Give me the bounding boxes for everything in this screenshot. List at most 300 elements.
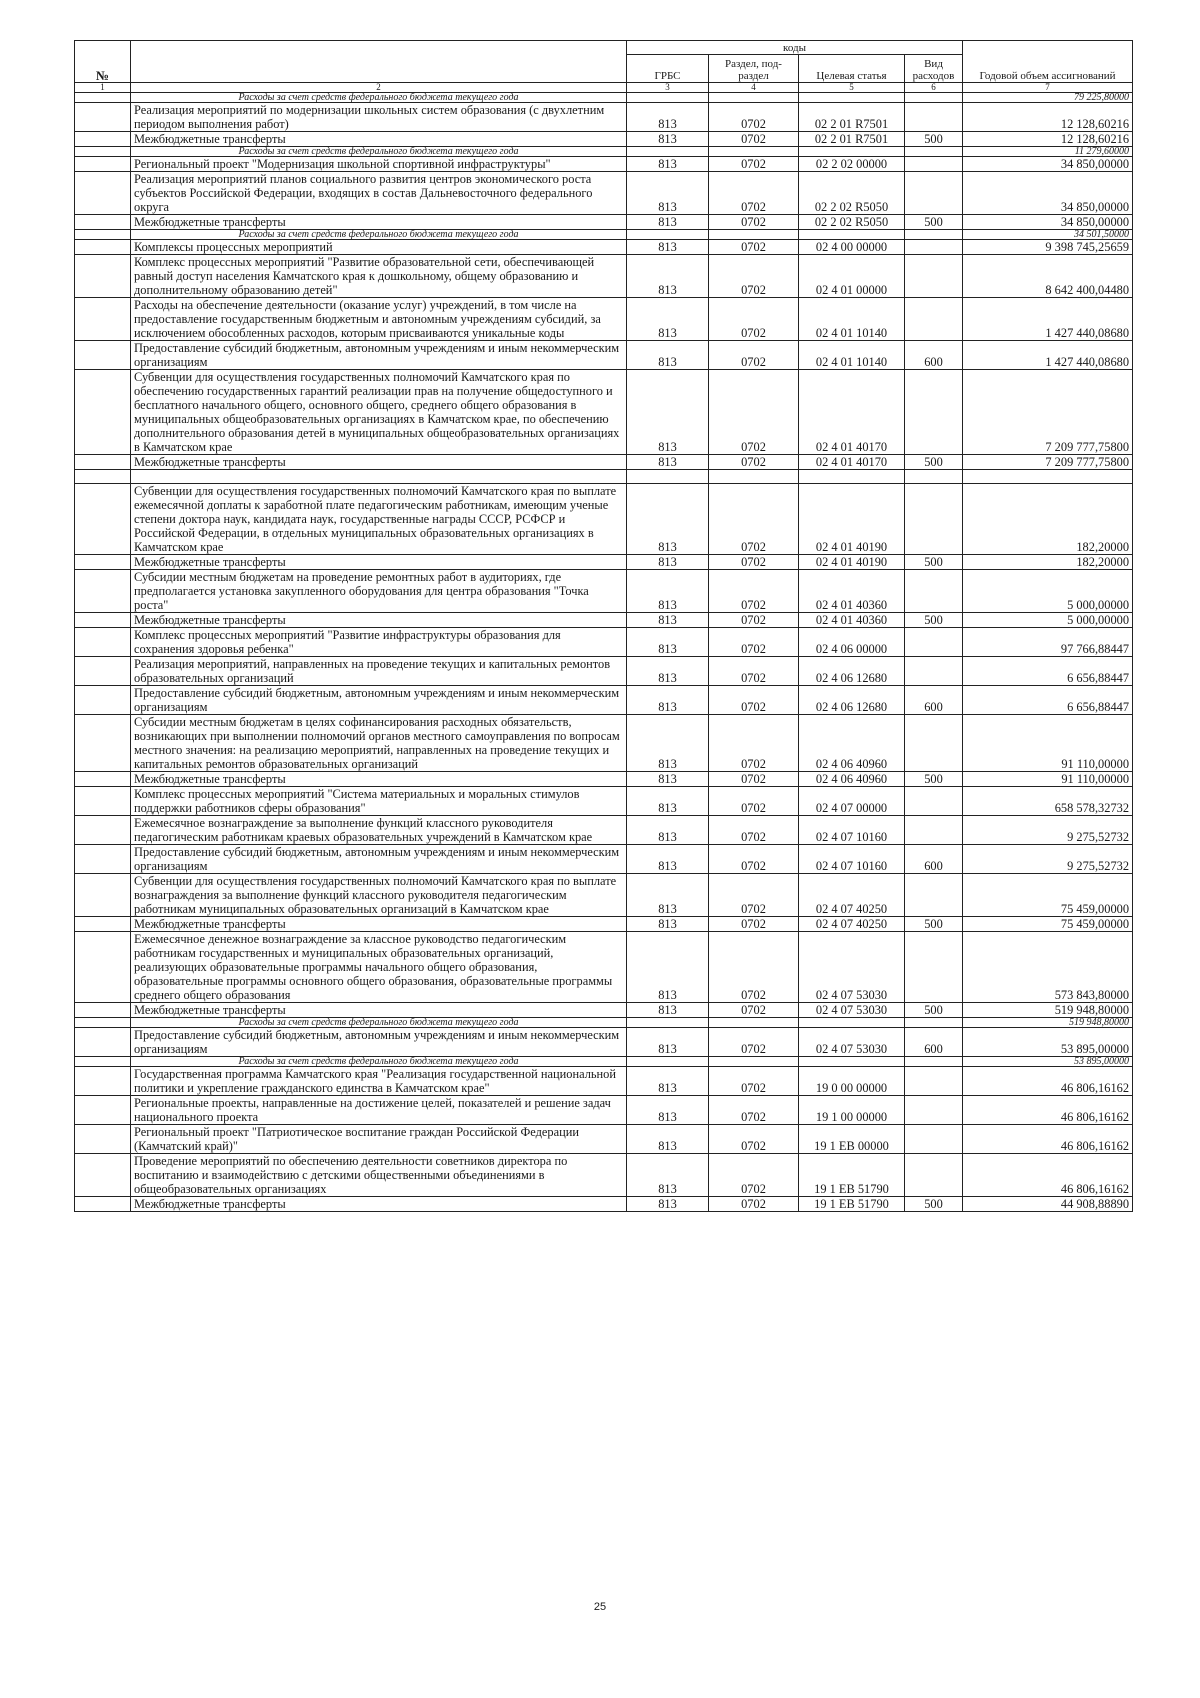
column-number: 3 <box>627 83 709 93</box>
amount-cell: 8 642 400,04480 <box>963 255 1133 298</box>
section-cell: 0702 <box>709 772 799 787</box>
amount-cell: 46 806,16162 <box>963 1096 1133 1125</box>
amount-cell: 182,20000 <box>963 484 1133 555</box>
grbs-cell: 813 <box>627 1197 709 1212</box>
kind-cell <box>905 484 963 555</box>
kind-cell <box>905 628 963 657</box>
grbs-cell: 813 <box>627 1067 709 1096</box>
target-cell: 02 4 01 40360 <box>799 613 905 628</box>
target-cell: 02 4 07 00000 <box>799 787 905 816</box>
section-cell: 0702 <box>709 1067 799 1096</box>
row-number-cell <box>75 132 131 147</box>
name-cell: Межбюджетные трансферты <box>131 1003 627 1018</box>
amount-cell: 519 948,80000 <box>963 1003 1133 1018</box>
row-number-cell <box>75 240 131 255</box>
target-cell: 02 4 07 40250 <box>799 874 905 917</box>
section-cell: 0702 <box>709 341 799 370</box>
amount-cell: 573 843,80000 <box>963 932 1133 1003</box>
column-number: 2 <box>131 83 627 93</box>
table-row <box>75 570 1133 613</box>
name-cell: Комплекс процессных мероприятий "Система материальных и моральных стимулов поддержки работников сферы образования" <box>131 787 627 816</box>
kind-cell <box>905 570 963 613</box>
target-cell: 02 2 02 00000 <box>799 157 905 172</box>
target-cell: 02 4 01 40190 <box>799 484 905 555</box>
section-cell: 0702 <box>709 484 799 555</box>
row-number-cell <box>75 370 131 455</box>
target-cell: 02 4 01 40170 <box>799 455 905 470</box>
grbs-cell: 813 <box>627 132 709 147</box>
section-cell: 0702 <box>709 370 799 455</box>
funding-note-text: Расходы за счет средств федерального бюджета текущего года <box>131 93 627 103</box>
section-cell: 0702 <box>709 132 799 147</box>
table-row <box>75 613 1133 628</box>
kind-cell: 600 <box>905 341 963 370</box>
section-cell: 0702 <box>709 103 799 132</box>
row-number-cell <box>75 255 131 298</box>
section-cell: 0702 <box>709 255 799 298</box>
table-row <box>75 255 1133 298</box>
target-cell: 02 4 07 53030 <box>799 1003 905 1018</box>
kind-cell <box>905 816 963 845</box>
amount-cell: 1 427 440,08680 <box>963 298 1133 341</box>
amount-cell: 7 209 777,75800 <box>963 455 1133 470</box>
row-number-cell <box>75 215 131 230</box>
target-cell: 02 4 07 53030 <box>799 1028 905 1057</box>
section-cell: 0702 <box>709 613 799 628</box>
amount-cell: 6 656,88447 <box>963 686 1133 715</box>
amount-cell: 9 275,52732 <box>963 816 1133 845</box>
target-cell: 19 1 ЕВ 00000 <box>799 1125 905 1154</box>
target-cell: 02 2 01 R7501 <box>799 103 905 132</box>
header-kind: Вид расходов <box>905 55 963 83</box>
grbs-cell: 813 <box>627 555 709 570</box>
header-section: Раздел, под-раздел <box>709 55 799 83</box>
header-codes: коды <box>627 41 963 55</box>
kind-cell <box>905 1125 963 1154</box>
kind-cell: 500 <box>905 215 963 230</box>
grbs-cell: 813 <box>627 484 709 555</box>
kind-cell <box>905 255 963 298</box>
name-cell: Комплекс процессных мероприятий "Развитие образовательной сети, обеспечивающей равный доступ населения Камчатского края к дошкольному, общему образованию и дополнительному образованию детей" <box>131 255 627 298</box>
amount-cell: 44 908,88890 <box>963 1197 1133 1212</box>
target-cell: 02 2 01 R7501 <box>799 132 905 147</box>
kind-cell: 600 <box>905 845 963 874</box>
target-cell: 02 4 07 53030 <box>799 932 905 1003</box>
table-row <box>75 103 1133 132</box>
spacer-cell <box>963 470 1133 484</box>
row-number-cell <box>75 147 131 157</box>
empty-cell <box>627 93 709 103</box>
target-cell: 02 4 01 10140 <box>799 341 905 370</box>
funding-note-text: Расходы за счет средств федерального бюджета текущего года <box>131 1057 627 1067</box>
section-cell: 0702 <box>709 455 799 470</box>
amount-cell: 5 000,00000 <box>963 570 1133 613</box>
name-cell: Предоставление субсидий бюджетным, автономным учреждениям и иным некоммерческим организациям <box>131 1028 627 1057</box>
empty-cell <box>799 93 905 103</box>
kind-cell: 500 <box>905 1197 963 1212</box>
table-row <box>75 1067 1133 1096</box>
table-row <box>75 932 1133 1003</box>
table-row <box>75 657 1133 686</box>
section-cell: 0702 <box>709 715 799 772</box>
table-row <box>75 172 1133 215</box>
table-row <box>75 917 1133 932</box>
funding-note-text: Расходы за счет средств федерального бюджета текущего года <box>131 147 627 157</box>
grbs-cell: 813 <box>627 772 709 787</box>
empty-cell <box>905 1018 963 1028</box>
row-number-cell <box>75 555 131 570</box>
row-number-cell <box>75 1003 131 1018</box>
budget-table <box>74 40 1133 1212</box>
funding-note-row <box>75 147 1133 157</box>
row-number-cell <box>75 455 131 470</box>
row-number-cell <box>75 628 131 657</box>
grbs-cell: 813 <box>627 657 709 686</box>
section-cell: 0702 <box>709 917 799 932</box>
grbs-cell: 813 <box>627 172 709 215</box>
row-number-cell <box>75 1096 131 1125</box>
name-cell: Государственная программа Камчатского края "Реализация государственной национальной политики и укрепление гражданского единства в Камчатском крае" <box>131 1067 627 1096</box>
empty-cell <box>709 230 799 240</box>
empty-cell <box>799 1018 905 1028</box>
amount-cell: 12 128,60216 <box>963 103 1133 132</box>
kind-cell <box>905 240 963 255</box>
table-row <box>75 715 1133 772</box>
amount-cell: 9 275,52732 <box>963 845 1133 874</box>
row-number-cell <box>75 484 131 555</box>
grbs-cell: 813 <box>627 455 709 470</box>
target-cell: 02 4 01 40190 <box>799 555 905 570</box>
grbs-cell: 813 <box>627 1154 709 1197</box>
amount-cell: 75 459,00000 <box>963 874 1133 917</box>
kind-cell <box>905 298 963 341</box>
name-cell: Реализация мероприятий планов социального развития центров экономического роста субъектов Российской Федерации, входящих в состав Дальневосточного федерального округа <box>131 172 627 215</box>
kind-cell <box>905 1096 963 1125</box>
kind-cell <box>905 787 963 816</box>
funding-note-amount: 34 501,50000 <box>963 230 1133 240</box>
section-cell: 0702 <box>709 787 799 816</box>
target-cell: 02 4 06 40960 <box>799 772 905 787</box>
table-row <box>75 455 1133 470</box>
row-number-cell <box>75 570 131 613</box>
column-number: 6 <box>905 83 963 93</box>
empty-cell <box>709 147 799 157</box>
row-number-cell <box>75 787 131 816</box>
spacer-cell <box>709 470 799 484</box>
section-cell: 0702 <box>709 298 799 341</box>
spacer-cell <box>75 470 131 484</box>
section-cell: 0702 <box>709 555 799 570</box>
column-number: 4 <box>709 83 799 93</box>
section-cell: 0702 <box>709 932 799 1003</box>
row-number-cell <box>75 341 131 370</box>
table-row <box>75 1197 1133 1212</box>
name-cell: Межбюджетные трансферты <box>131 772 627 787</box>
empty-cell <box>709 1057 799 1067</box>
kind-cell: 500 <box>905 917 963 932</box>
spacer-row <box>75 470 1133 484</box>
empty-cell <box>905 1057 963 1067</box>
row-number-cell <box>75 772 131 787</box>
row-number-cell <box>75 1125 131 1154</box>
amount-cell: 658 578,32732 <box>963 787 1133 816</box>
grbs-cell: 813 <box>627 370 709 455</box>
grbs-cell: 813 <box>627 715 709 772</box>
funding-note-amount: 79 225,80000 <box>963 93 1133 103</box>
grbs-cell: 813 <box>627 298 709 341</box>
amount-cell: 182,20000 <box>963 555 1133 570</box>
empty-cell <box>905 147 963 157</box>
header-number: № <box>75 41 131 83</box>
table-row <box>75 845 1133 874</box>
kind-cell <box>905 657 963 686</box>
funding-note-row <box>75 93 1133 103</box>
empty-cell <box>627 147 709 157</box>
grbs-cell: 813 <box>627 845 709 874</box>
target-cell: 02 4 07 40250 <box>799 917 905 932</box>
row-number-cell <box>75 657 131 686</box>
table-row <box>75 1028 1133 1057</box>
row-number-cell <box>75 686 131 715</box>
section-cell: 0702 <box>709 172 799 215</box>
amount-cell: 7 209 777,75800 <box>963 370 1133 455</box>
amount-cell: 91 110,00000 <box>963 772 1133 787</box>
kind-cell <box>905 715 963 772</box>
kind-cell: 500 <box>905 772 963 787</box>
target-cell: 02 4 01 00000 <box>799 255 905 298</box>
amount-cell: 34 850,00000 <box>963 157 1133 172</box>
row-number-cell <box>75 816 131 845</box>
empty-cell <box>627 1057 709 1067</box>
kind-cell: 500 <box>905 555 963 570</box>
name-cell: Межбюджетные трансферты <box>131 555 627 570</box>
name-cell: Межбюджетные трансферты <box>131 613 627 628</box>
name-cell: Региональный проект "Патриотическое воспитание граждан Российской Федерации (Камчатский край)" <box>131 1125 627 1154</box>
name-cell: Предоставление субсидий бюджетным, автономным учреждениям и иным некоммерческим организациям <box>131 341 627 370</box>
target-cell: 02 4 01 40170 <box>799 370 905 455</box>
grbs-cell: 813 <box>627 932 709 1003</box>
name-cell: Субсидии местным бюджетам на проведение ремонтных работ в аудиториях, где предполагается установка закупленного оборудования для центра образования "Точка роста" <box>131 570 627 613</box>
row-number-cell <box>75 1067 131 1096</box>
grbs-cell: 813 <box>627 628 709 657</box>
column-number: 5 <box>799 83 905 93</box>
table-row <box>75 240 1133 255</box>
kind-cell <box>905 157 963 172</box>
table-row <box>75 132 1133 147</box>
row-number-cell <box>75 1197 131 1212</box>
amount-cell: 1 427 440,08680 <box>963 341 1133 370</box>
target-cell: 02 4 07 10160 <box>799 816 905 845</box>
grbs-cell: 813 <box>627 1125 709 1154</box>
grbs-cell: 813 <box>627 215 709 230</box>
empty-cell <box>627 1018 709 1028</box>
name-cell: Региональные проекты, направленные на достижение целей, показателей и решение задач национального проекта <box>131 1096 627 1125</box>
amount-cell: 6 656,88447 <box>963 657 1133 686</box>
funding-note-text: Расходы за счет средств федерального бюджета текущего года <box>131 230 627 240</box>
name-cell: Межбюджетные трансферты <box>131 917 627 932</box>
name-cell: Расходы на обеспечение деятельности (оказание услуг) учреждений, в том числе на предоставление государственным бюджетным и автономным учреждениям субсидий, за исключением обособленных расходов, которым присваиваются уникальные коды <box>131 298 627 341</box>
row-number-cell <box>75 1018 131 1028</box>
target-cell: 02 2 02 R5050 <box>799 215 905 230</box>
name-cell: Субвенции для осуществления государственных полномочий Камчатского края по выплате вознаграждения за выполнение функций классного руководителя педагогическим работникам муниципальных образовательных организаций в Камчатском крае <box>131 874 627 917</box>
grbs-cell: 813 <box>627 1028 709 1057</box>
table-row <box>75 1154 1133 1197</box>
section-cell: 0702 <box>709 1028 799 1057</box>
name-cell: Субвенции для осуществления государственных полномочий Камчатского края по обеспечению государственных гарантий реализации прав на получение общедоступного и бесплатного начального общего, основного общего, среднего общего образования в муниципальных общеобразовательных организациях в Камчатском крае, по обеспечению дополнительного образования детей в муниципальных общеобразовательных организациях в Камчатском крае <box>131 370 627 455</box>
amount-cell: 34 850,00000 <box>963 172 1133 215</box>
name-cell: Комплекс процессных мероприятий "Развитие инфраструктуры образования для сохранения здоровья ребенка" <box>131 628 627 657</box>
table-row <box>75 215 1133 230</box>
target-cell: 19 1 ЕВ 51790 <box>799 1197 905 1212</box>
funding-note-amount: 11 279,60000 <box>963 147 1133 157</box>
section-cell: 0702 <box>709 215 799 230</box>
table-row <box>75 628 1133 657</box>
section-cell: 0702 <box>709 157 799 172</box>
amount-cell: 46 806,16162 <box>963 1125 1133 1154</box>
grbs-cell: 813 <box>627 255 709 298</box>
target-cell: 02 4 06 12680 <box>799 686 905 715</box>
target-cell: 02 4 00 00000 <box>799 240 905 255</box>
grbs-cell: 813 <box>627 1096 709 1125</box>
row-number-cell <box>75 93 131 103</box>
table-row <box>75 772 1133 787</box>
kind-cell <box>905 103 963 132</box>
header-grbs: ГРБС <box>627 55 709 83</box>
row-number-cell <box>75 715 131 772</box>
row-number-cell <box>75 917 131 932</box>
section-cell: 0702 <box>709 1125 799 1154</box>
column-numbers-row <box>75 83 1133 93</box>
kind-cell <box>905 172 963 215</box>
row-number-cell <box>75 1057 131 1067</box>
row-number-cell <box>75 613 131 628</box>
funding-note-text: Расходы за счет средств федерального бюджета текущего года <box>131 1018 627 1028</box>
kind-cell: 500 <box>905 613 963 628</box>
target-cell: 02 4 06 12680 <box>799 657 905 686</box>
section-cell: 0702 <box>709 816 799 845</box>
amount-cell: 53 895,00000 <box>963 1028 1133 1057</box>
row-number-cell <box>75 103 131 132</box>
name-cell: Ежемесячное вознаграждение за выполнение функций классного руководителя педагогическим работникам краевых образовательных учреждений в Камчатском крае <box>131 816 627 845</box>
empty-cell <box>709 1018 799 1028</box>
empty-cell <box>905 230 963 240</box>
name-cell: Субвенции для осуществления государственных полномочий Камчатского края по выплате ежемесячной доплаты к заработной плате педагогическим работникам, имеющим ученые степени доктора наук, кандидата наук, государственные награды СССР, РСФСР и Российской Федерации, в отдельных муниципальных образовательных организациях в Камчатском крае <box>131 484 627 555</box>
grbs-cell: 813 <box>627 874 709 917</box>
grbs-cell: 813 <box>627 787 709 816</box>
name-cell: Региональный проект "Модернизация школьной спортивной инфраструктуры" <box>131 157 627 172</box>
section-cell: 0702 <box>709 657 799 686</box>
table-row <box>75 341 1133 370</box>
table-body <box>75 93 1133 1212</box>
table-row <box>75 484 1133 555</box>
grbs-cell: 813 <box>627 917 709 932</box>
target-cell: 02 4 07 10160 <box>799 845 905 874</box>
amount-cell: 34 850,00000 <box>963 215 1133 230</box>
column-number: 1 <box>75 83 131 93</box>
amount-cell: 12 128,60216 <box>963 132 1133 147</box>
table-row <box>75 1003 1133 1018</box>
grbs-cell: 813 <box>627 686 709 715</box>
spacer-cell <box>905 470 963 484</box>
table-row <box>75 686 1133 715</box>
kind-cell: 500 <box>905 455 963 470</box>
name-cell: Субсидии местным бюджетам в целях софинансирования расходных обязательств, возникающих при выполнении полномочий органов местного самоуправления по вопросам местного значения: на реализацию мероприятий, направленных на проведение текущих и капитальных ремонтов образовательных организаций <box>131 715 627 772</box>
header-name <box>131 41 627 83</box>
section-cell: 0702 <box>709 1197 799 1212</box>
section-cell: 0702 <box>709 240 799 255</box>
name-cell: Межбюджетные трансферты <box>131 132 627 147</box>
header-target: Целевая статья <box>799 55 905 83</box>
kind-cell <box>905 370 963 455</box>
name-cell: Ежемесячное денежное вознаграждение за классное руководство педагогическим работникам государственных и муниципальных образовательных организаций, реализующих образовательные программы начального общего образования, образовательные программы основного общего образования, образовательные программы среднего общего образования <box>131 932 627 1003</box>
row-number-cell <box>75 172 131 215</box>
row-number-cell <box>75 298 131 341</box>
spacer-cell <box>131 470 627 484</box>
target-cell: 02 2 02 R5050 <box>799 172 905 215</box>
row-number-cell <box>75 932 131 1003</box>
table-row <box>75 874 1133 917</box>
target-cell: 19 1 ЕВ 51790 <box>799 1154 905 1197</box>
amount-cell: 46 806,16162 <box>963 1067 1133 1096</box>
amount-cell: 5 000,00000 <box>963 613 1133 628</box>
table-row <box>75 1096 1133 1125</box>
grbs-cell: 813 <box>627 103 709 132</box>
target-cell: 02 4 01 10140 <box>799 298 905 341</box>
grbs-cell: 813 <box>627 816 709 845</box>
kind-cell: 600 <box>905 686 963 715</box>
spacer-cell <box>627 470 709 484</box>
kind-cell <box>905 932 963 1003</box>
name-cell: Реализация мероприятий по модернизации школьных систем образования (с двухлетним периодом выполнения работ) <box>131 103 627 132</box>
grbs-cell: 813 <box>627 1003 709 1018</box>
empty-cell <box>905 93 963 103</box>
name-cell: Проведение мероприятий по обеспечению деятельности советников директора по воспитанию и взаимодействию с детскими общественными объединениями в общеобразовательных организациях <box>131 1154 627 1197</box>
grbs-cell: 813 <box>627 613 709 628</box>
row-number-cell <box>75 157 131 172</box>
section-cell: 0702 <box>709 1096 799 1125</box>
kind-cell <box>905 1154 963 1197</box>
funding-note-row <box>75 230 1133 240</box>
amount-cell: 91 110,00000 <box>963 715 1133 772</box>
empty-cell <box>799 1057 905 1067</box>
grbs-cell: 813 <box>627 240 709 255</box>
table-header <box>75 41 1133 93</box>
target-cell: 02 4 06 00000 <box>799 628 905 657</box>
name-cell: Межбюджетные трансферты <box>131 1197 627 1212</box>
row-number-cell <box>75 845 131 874</box>
kind-cell: 500 <box>905 1003 963 1018</box>
funding-note-amount: 519 948,80000 <box>963 1018 1133 1028</box>
table-row <box>75 787 1133 816</box>
page-number: 25 <box>593 1601 607 1613</box>
target-cell: 02 4 06 40960 <box>799 715 905 772</box>
table-row <box>75 298 1133 341</box>
target-cell: 19 0 00 00000 <box>799 1067 905 1096</box>
target-cell: 02 4 01 40360 <box>799 570 905 613</box>
section-cell: 0702 <box>709 845 799 874</box>
amount-cell: 46 806,16162 <box>963 1154 1133 1197</box>
column-number: 7 <box>963 83 1133 93</box>
name-cell: Реализация мероприятий, направленных на проведение текущих и капитальных ремонтов образовательных организаций <box>131 657 627 686</box>
table-row <box>75 1125 1133 1154</box>
header-volume: Годовой объем ассигнований <box>963 41 1133 83</box>
amount-cell: 9 398 745,25659 <box>963 240 1133 255</box>
grbs-cell: 813 <box>627 341 709 370</box>
section-cell: 0702 <box>709 686 799 715</box>
amount-cell: 97 766,88447 <box>963 628 1133 657</box>
kind-cell <box>905 874 963 917</box>
grbs-cell: 813 <box>627 570 709 613</box>
